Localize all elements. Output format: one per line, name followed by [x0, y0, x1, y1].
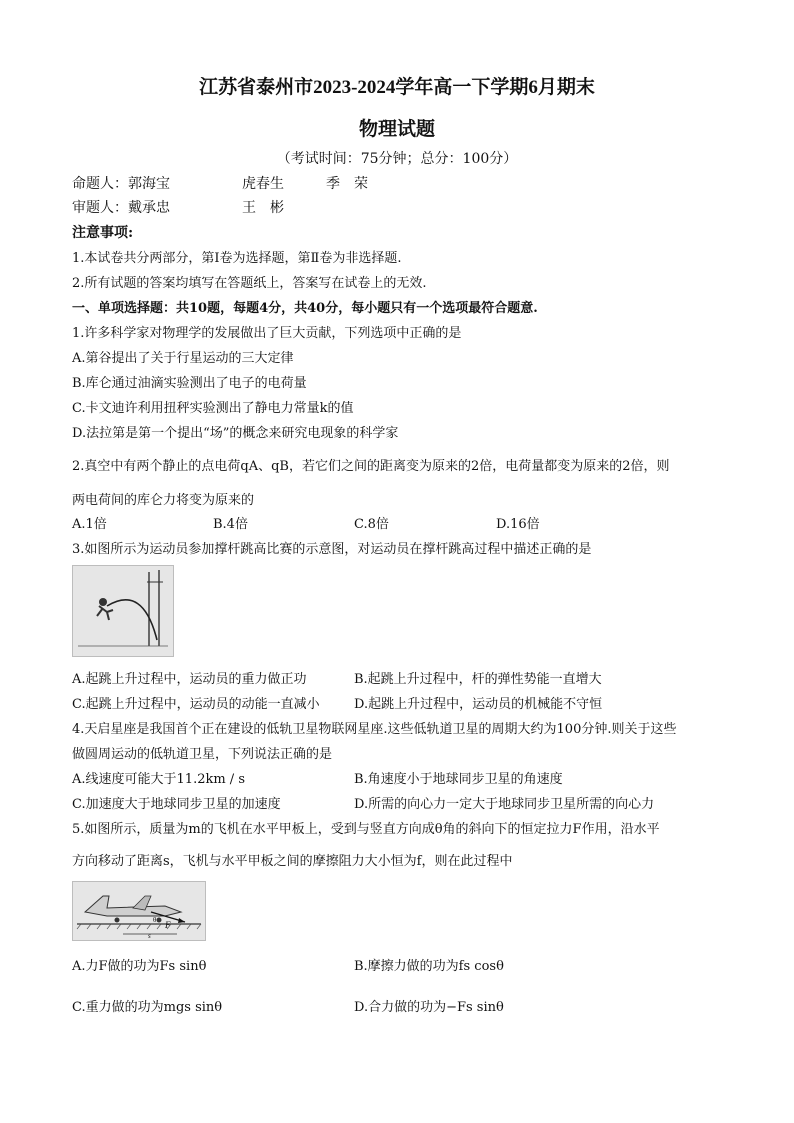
author-3: 季 荣: [326, 176, 368, 192]
q2-option-d: D.16倍: [496, 517, 540, 532]
q4-stem-line-1: 4.天启星座是我国首个正在建设的低轨卫星物联网星座.这些低轨道卫星的周期大约为100分钟.则关于这些: [72, 722, 677, 737]
angle-label: θ: [153, 916, 157, 924]
subject-title: 物理试题: [358, 119, 435, 140]
q2-option-b: B.4倍: [213, 517, 248, 532]
airplane-drawing: [73, 882, 205, 940]
q3-option-b: B.起跳上升过程中，杆的弹性势能一直增大: [354, 672, 602, 687]
q4-option-d: D.所需的向心力一定大于地球同步卫星所需的向心力: [354, 797, 655, 812]
q1-option-c: C.卡文迪许利用扭秤实验测出了静电力常量k的值: [72, 401, 354, 416]
reviewers-line: 审题人：戴承忠: [72, 200, 170, 216]
q5-option-a: A.力F做的功为Fs sinθ: [72, 959, 207, 974]
section-1-heading: 一、单项选择题：共10题，每题4分，共40分，每小题只有一个选项最符合题意.: [72, 301, 538, 316]
q5-option-c: C.重力做的功为mgs sinθ: [72, 1000, 223, 1015]
distance-label: s: [148, 932, 151, 940]
note-1: 1.本试卷共分两部分，第Ⅰ卷为选择题，第Ⅱ卷为非选择题.: [72, 251, 402, 266]
q5-stem-line-1: 5.如图所示，质量为m的飞机在水平甲板上，受到与竖直方向成θ角的斜向下的恒定拉力F作用，沿水平: [72, 822, 660, 837]
airplane-figure: [72, 881, 206, 941]
pole-vault-figure: [72, 565, 174, 657]
pole-vault-drawing: [73, 566, 173, 656]
q4-stem-line-2: 做圆周运动的低轨道卫星，下列说法正确的是: [72, 747, 333, 762]
q2-option-a: A.1倍: [72, 517, 107, 532]
note-2: 2.所有试题的答案均填写在答题纸上，答案写在试卷上的无效.: [72, 276, 427, 291]
q1-stem: 1.许多科学家对物理学的发展做出了巨大贡献，下列选项中正确的是: [72, 326, 462, 341]
q5-stem-line-2: 方向移动了距离s，飞机与水平甲板之间的摩擦阻力大小恒为f，则在此过程中: [72, 854, 513, 869]
q2-stem-line-2: 两电荷间的库仑力将变为原来的: [72, 493, 255, 508]
authors-line: 命题人：郭海宝: [72, 176, 170, 192]
q2-stem-line-1: 2.真空中有两个静止的点电荷qA、qB，若它们之间的距离变为原来的2倍，电荷量都变为原来的2倍，则: [72, 459, 670, 474]
exam-info: （考试时间：75分钟；总分：100分）: [276, 151, 518, 167]
q3-stem: 3.如图所示为运动员参加撑杆跳高比赛的示意图，对运动员在撑杆跳高过程中描述正确的是: [72, 542, 592, 557]
q3-option-d: D.起跳上升过程中，运动员的机械能不守恒: [354, 697, 603, 712]
q1-option-b: B.库仑通过油滴实验测出了电子的电荷量: [72, 376, 307, 391]
exam-title: 江苏省泰州市2023-2024学年高一下学期6月期末: [199, 77, 595, 98]
q4-option-a: A.线速度可能大于11.2km / s: [72, 772, 245, 787]
q3-option-c: C.起跳上升过程中，运动员的动能一直减小: [72, 697, 320, 712]
q5-option-d: D.合力做的功为−Fs sinθ: [354, 1000, 504, 1015]
q4-option-c: C.加速度大于地球同步卫星的加速度: [72, 797, 281, 812]
q3-option-a: A.起跳上升过程中，运动员的重力做正功: [72, 672, 307, 687]
q1-option-d: D.法拉第是第一个提出“场”的概念来研究电现象的科学家: [72, 426, 399, 441]
force-label: F: [165, 920, 171, 930]
q4-option-b: B.角速度小于地球同步卫星的角速度: [354, 772, 563, 787]
author-2: 虎春生: [242, 176, 284, 192]
notes-heading: 注意事项:: [72, 225, 134, 241]
q5-option-b: B.摩擦力做的功为fs cosθ: [354, 959, 504, 974]
q1-option-a: A.第谷提出了关于行星运动的三大定律: [72, 351, 294, 366]
q2-option-c: C.8倍: [354, 517, 389, 532]
reviewer-2: 王 彬: [242, 200, 284, 216]
